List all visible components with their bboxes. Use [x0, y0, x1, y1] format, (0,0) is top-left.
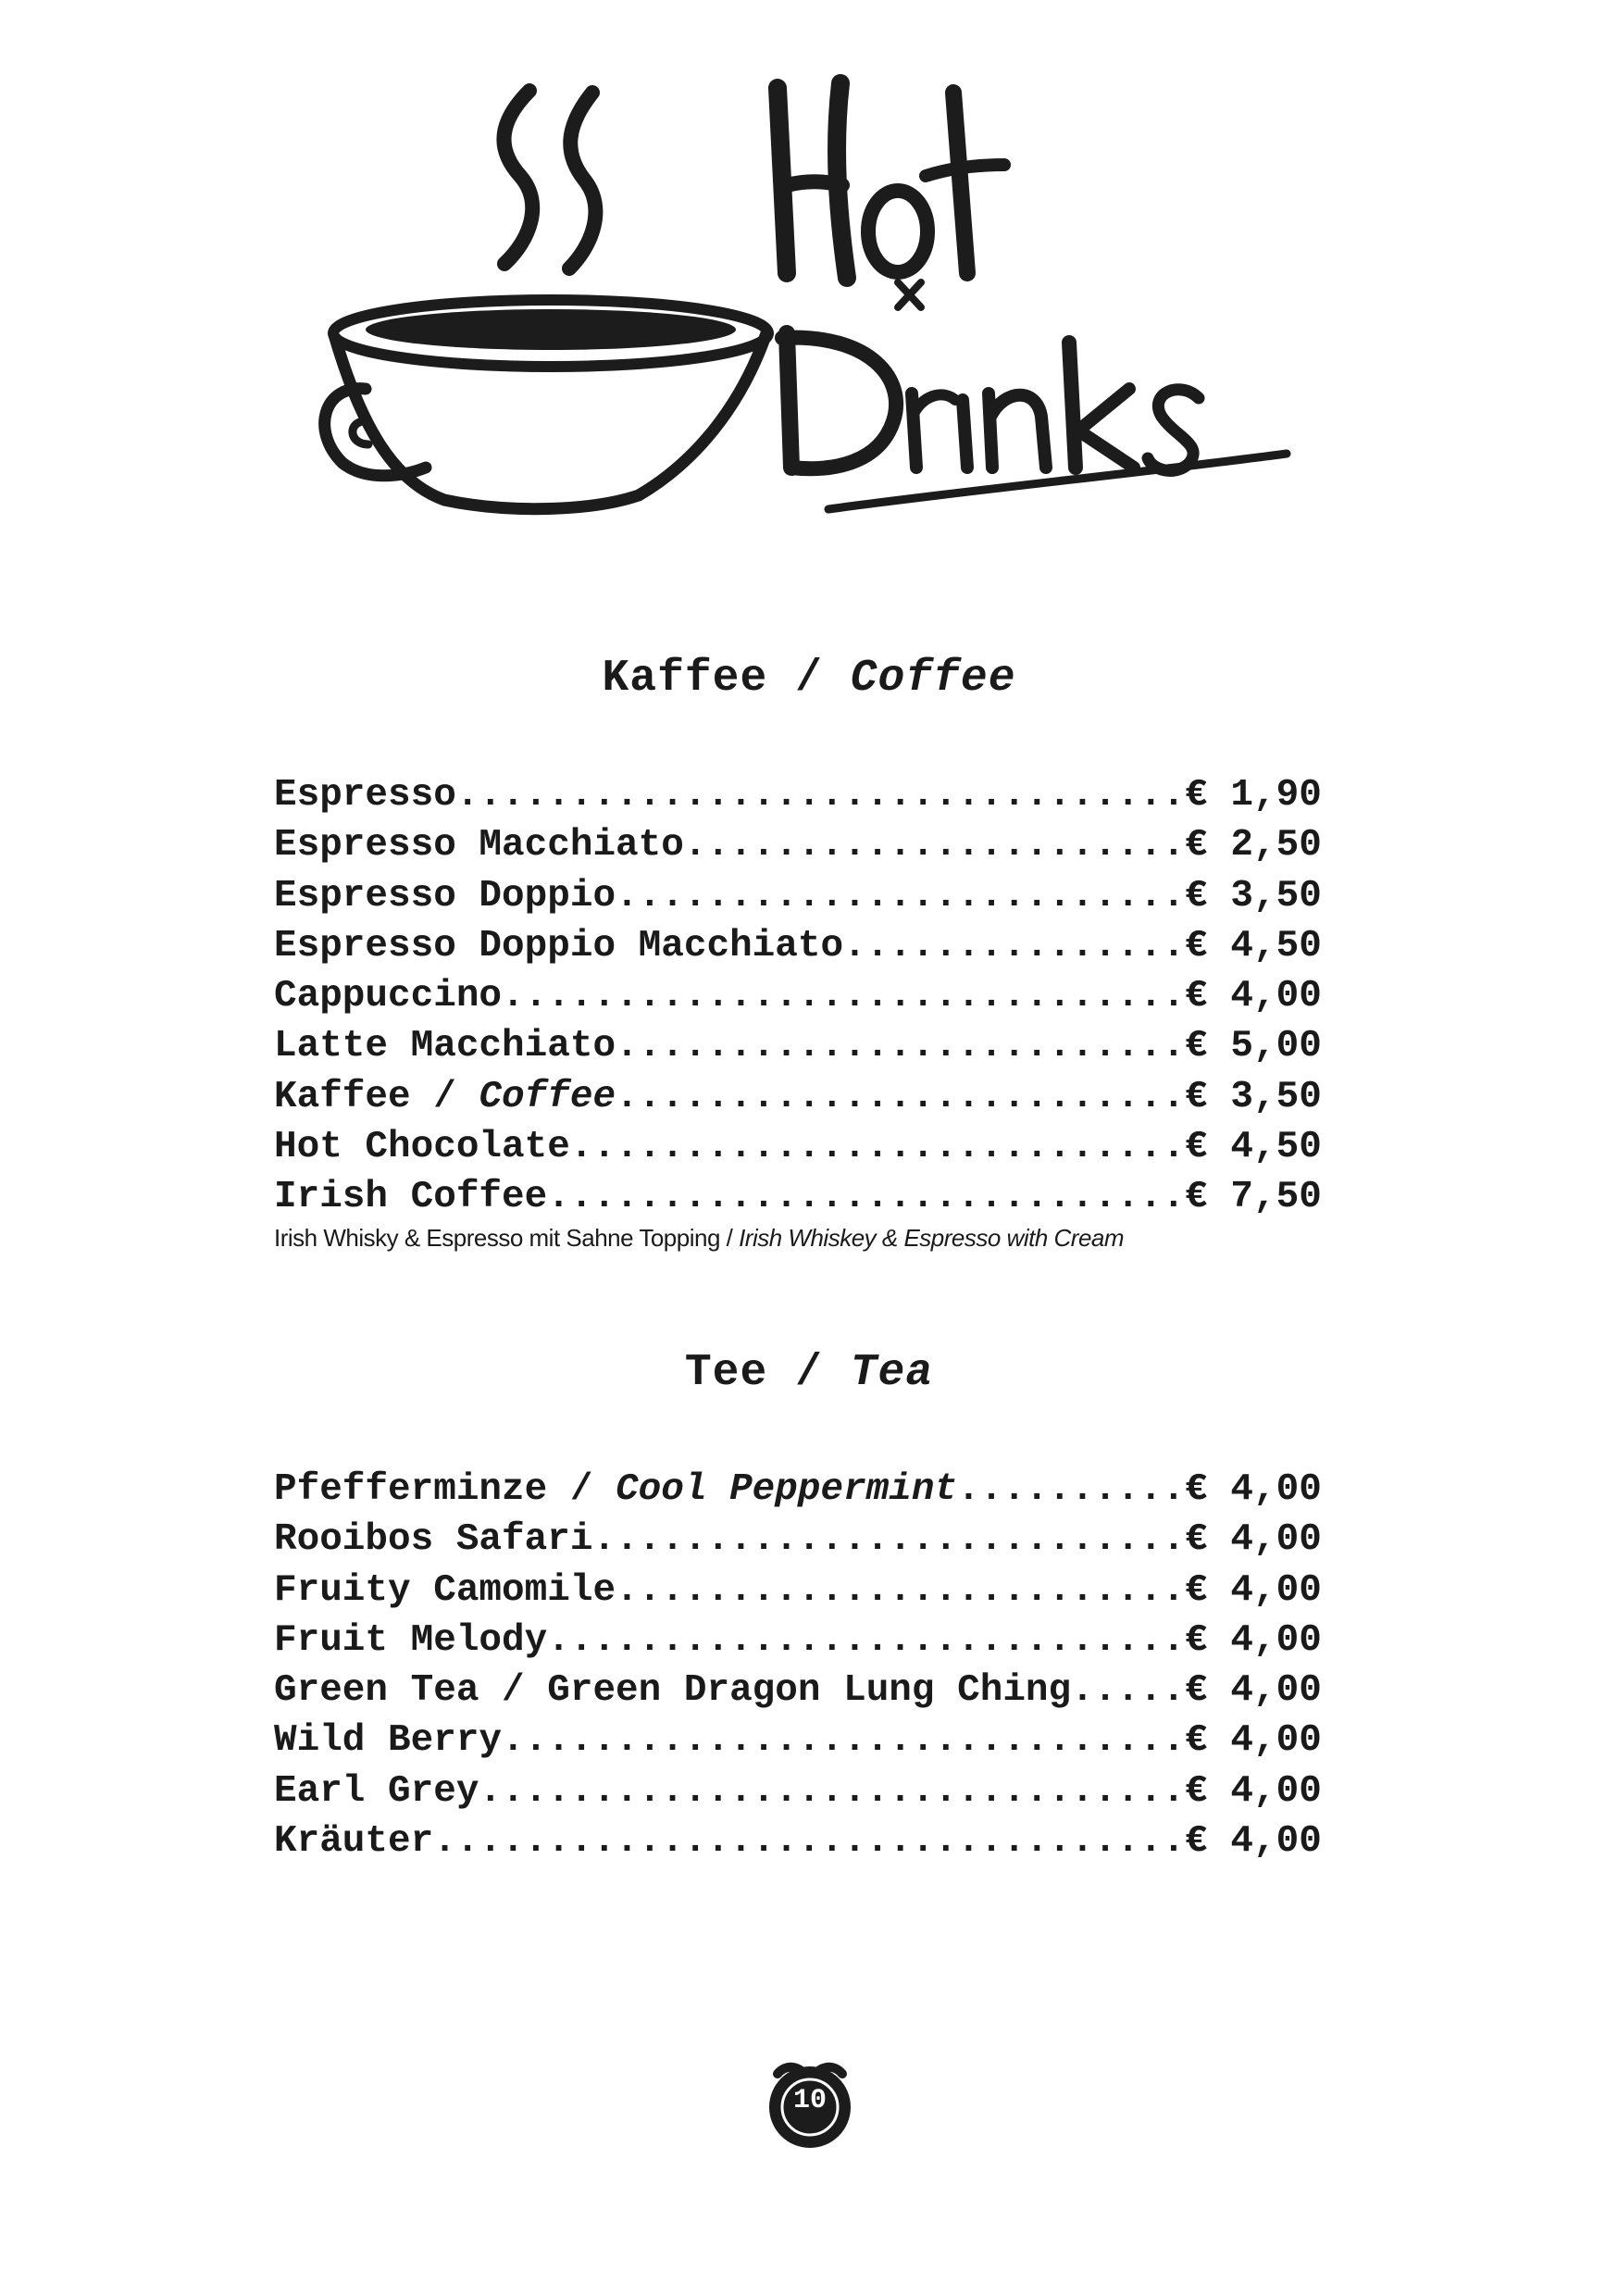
note-en: Irish Whiskey & Espresso with Cream [739, 1224, 1125, 1252]
hot-drinks-illustration [315, 56, 1314, 537]
dot-leader: ......................... [616, 1568, 1186, 1612]
tea-title-separator: / [767, 1348, 851, 1398]
menu-item-name: Fruit Melody [274, 1618, 548, 1662]
menu-item-price: € 2,50 [1185, 824, 1322, 867]
menu-item-price: € 4,00 [1185, 1568, 1322, 1612]
menu-item-name: Irish Coffee [274, 1176, 548, 1219]
menu-item-price: € 1,90 [1185, 774, 1322, 817]
menu-item-name-en: Coffee [479, 1075, 616, 1118]
dot-leader: ............... [843, 924, 1186, 967]
page-number-badge [759, 2053, 861, 2155]
menu-item-price: € 4,00 [1185, 1468, 1322, 1511]
menu-item [274, 1816, 1348, 1866]
coffee-section-title [0, 654, 1618, 704]
menu-item-name-en: Cool Peppermint [616, 1468, 958, 1511]
menu-item [274, 820, 1348, 870]
menu-item [274, 1072, 1348, 1122]
dot-leader: .............................. [502, 975, 1186, 1018]
note-separator: / [719, 1224, 740, 1252]
menu-item-price: € 4,00 [1185, 1769, 1322, 1813]
menu-item-price: € 4,50 [1185, 1126, 1322, 1169]
menu-item-name: Kräuter [274, 1820, 434, 1864]
dot-leader: ............................ [547, 1618, 1186, 1662]
menu-item-price: € 4,00 [1185, 1820, 1322, 1864]
dot-leader: ........................... [569, 1126, 1186, 1169]
menu-item-name: Green Tea / Green Dragon Lung Ching [274, 1669, 1072, 1713]
dot-leader: ............................... [479, 1769, 1186, 1813]
menu-item-name: Latte Macchiato [274, 1025, 616, 1068]
menu-item-price: € 5,00 [1185, 1025, 1322, 1068]
menu-item-name: Espresso Macchiato [274, 824, 684, 867]
menu-item [274, 1566, 1348, 1616]
menu-item-price: € 7,50 [1185, 1176, 1322, 1219]
dot-leader: ......................... [616, 1025, 1186, 1068]
tea-title-en: Tea [850, 1348, 934, 1398]
menu-item [274, 1666, 1348, 1716]
menu-item-price: € 4,50 [1185, 924, 1322, 967]
menu-item-name: Espresso Doppio [274, 874, 616, 917]
menu-item-price: € 4,00 [1185, 1618, 1322, 1662]
menu-item [274, 1716, 1348, 1766]
tea-menu-list [274, 1465, 1348, 1866]
menu-item-price: € 3,50 [1185, 1075, 1322, 1118]
steam-icon [569, 93, 595, 268]
menu-item-name: Hot Chocolate [274, 1126, 570, 1169]
menu-item [274, 1172, 1348, 1222]
page-number: 10 [792, 2085, 827, 2116]
note-de: Irish Whisky & Espresso mit Sahne Topping [274, 1224, 720, 1252]
menu-item-price: € 4,00 [1185, 1518, 1322, 1562]
menu-item [274, 1616, 1348, 1666]
dot-leader: ...................... [683, 824, 1186, 867]
menu-item-price: € 4,00 [1185, 1719, 1322, 1763]
dot-leader: ............................ [547, 1176, 1186, 1219]
irish-coffee-note [274, 1224, 1124, 1253]
menu-item [274, 971, 1348, 1021]
menu-item-price: € 4,00 [1185, 975, 1322, 1018]
coffee-menu-list [274, 770, 1348, 1223]
menu-item [274, 871, 1348, 921]
tea-title-de: Tee [684, 1348, 768, 1398]
coffee-title-en: Coffee [850, 654, 1016, 704]
menu-item-name: Cappuccino [274, 975, 503, 1018]
menu-item-name: Espresso Doppio Macchiato [274, 924, 844, 967]
steam-icon [504, 91, 533, 264]
menu-item-name: Fruity Camomile [274, 1568, 616, 1612]
dot-leader: .......... [957, 1468, 1186, 1511]
dot-leader: ................................ [455, 774, 1186, 817]
menu-item [274, 921, 1348, 971]
menu-item-name: Rooibos Safari [274, 1518, 593, 1562]
coffee-title-separator: / [767, 654, 851, 704]
menu-item-price: € 4,00 [1185, 1669, 1322, 1713]
dot-leader: ................................. [433, 1820, 1186, 1864]
dot-leader: .............................. [502, 1719, 1186, 1763]
tea-section-title [0, 1348, 1618, 1398]
hot-drinks-logo [315, 56, 1314, 537]
menu-item [274, 770, 1348, 820]
dot-leader: .......................... [592, 1518, 1186, 1562]
dot-leader: ......................... [616, 1075, 1186, 1118]
menu-item [274, 1122, 1348, 1172]
menu-item-name: Espresso [274, 774, 456, 817]
dot-leader: ......................... [616, 874, 1186, 917]
menu-item [274, 1515, 1348, 1565]
menu-item-name: Pfefferminze / [274, 1468, 616, 1511]
menu-item-price: € 3,50 [1185, 874, 1322, 917]
coffee-title-de: Kaffee [602, 654, 768, 704]
menu-item-name: Kaffee / [274, 1075, 479, 1118]
dot-leader: ..... [1071, 1669, 1186, 1713]
menu-item [274, 1021, 1348, 1071]
menu-item-name: Wild Berry [274, 1719, 503, 1763]
menu-item [274, 1465, 1348, 1515]
menu-item [274, 1766, 1348, 1816]
menu-item-name: Earl Grey [274, 1769, 479, 1813]
